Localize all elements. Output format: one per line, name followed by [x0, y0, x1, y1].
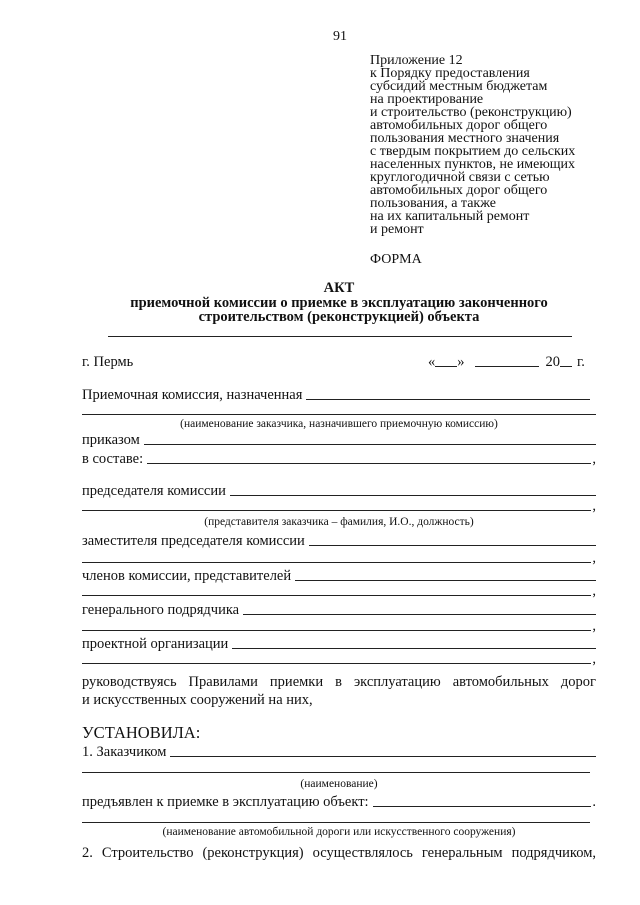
object-blank [373, 794, 592, 807]
design-organization-continuation-row [82, 651, 596, 667]
item1-customer-line [82, 772, 590, 773]
design-organization-continuation-blank [82, 651, 591, 664]
composition-blank [147, 451, 591, 464]
year-century: 20 [545, 354, 560, 370]
vice-chairman-label: заместителя председателя комиссии [82, 533, 305, 549]
composition-label: в составе: [82, 451, 144, 467]
appendix-line: на их капитальный ремонт [370, 209, 530, 224]
vice-chairman-row [82, 533, 596, 549]
comma: , [592, 583, 596, 599]
chairman-blank [230, 483, 596, 496]
quote-open: « [428, 354, 436, 370]
period: . [592, 794, 596, 810]
appendix-line: и ремонт [370, 222, 424, 237]
form-label: ФОРМА [370, 252, 422, 267]
members-continuation-row [82, 583, 596, 599]
item2-text: 2. Строительство (реконструкция) осуществлялось генеральным подрядчиком, [82, 845, 596, 861]
object-caption: (наименование автомобильной дороги или искусственного сооружения) [162, 826, 516, 838]
chairman-label: председателя комиссии [82, 483, 226, 499]
members-label: членов комиссии, представителей [82, 568, 292, 584]
appendix-line: и строительство (реконструкцию) [370, 105, 572, 120]
order-row [82, 432, 596, 448]
city-label: г. Пермь [82, 354, 134, 370]
appendix-line: автомобильных дорог общего [370, 118, 548, 133]
item1-label: 1. Заказчиком [82, 744, 167, 760]
act-subtitle-line: строительством (реконструкцией) объекта [198, 309, 480, 325]
customer-name-blank [306, 387, 590, 400]
page-number: 91 [333, 29, 347, 44]
established-heading: УСТАНОВИЛА: [82, 723, 201, 742]
month-blank [475, 354, 539, 367]
act-title-main: АКТ [323, 280, 355, 296]
appendix-line: к Порядку предоставления [370, 66, 530, 81]
comma: , [592, 651, 596, 667]
appendix-line: с твердым покрытием до сельских [370, 144, 576, 159]
composition-row [82, 451, 596, 467]
appendix-line: пользования местного значения [370, 131, 560, 146]
appendix-line: пользования, а также [370, 196, 496, 211]
vice-chairman-blank [309, 533, 596, 546]
general-contractor-row [82, 602, 596, 618]
date-field [428, 354, 585, 370]
year-blank [560, 354, 572, 367]
vice-chairman-continuation-blank [82, 550, 591, 563]
guided-by-line: и искусственных сооружений на них, [82, 692, 313, 708]
year-unit: г. [577, 354, 585, 370]
design-organization-label: проектной организации [82, 636, 229, 652]
act-title [82, 281, 596, 325]
members-blank [295, 568, 596, 581]
chairman-continuation-blank [82, 498, 591, 511]
design-organization-row [82, 636, 596, 652]
general-contractor-label: генерального подрядчика [82, 602, 240, 618]
customer-item-row [82, 744, 596, 760]
appendix-title: Приложение 12 [370, 53, 463, 68]
appendix-line: автомобильных дорог общего [370, 183, 548, 198]
name-caption: (наименование) [300, 778, 378, 790]
presented-label: предъявлен к приемке в эксплуатацию объект: [82, 794, 369, 810]
chairman-continuation-row [82, 498, 596, 514]
presented-object-row [82, 794, 596, 810]
appendix-line: на проектирование [370, 92, 484, 107]
object-name-line [82, 822, 590, 823]
chairman-caption: (представителя заказчика – фамилия, И.О., должность) [204, 516, 474, 528]
general-contractor-continuation-blank [82, 618, 591, 631]
chairman-row [82, 483, 596, 499]
order-blank [144, 432, 596, 445]
comma: , [592, 451, 596, 467]
title-underline [108, 336, 572, 337]
commission-appointed-row [82, 387, 590, 403]
appendix-block [370, 54, 630, 236]
vice-chairman-continuation-row [82, 550, 596, 566]
comma: , [592, 498, 596, 514]
comma: , [592, 618, 596, 634]
appendix-line: населенных пунктов, не имеющих [370, 157, 576, 172]
appendix-line: круглогодичной связи с сетью [370, 170, 550, 185]
members-continuation-blank [82, 583, 591, 596]
order-label: приказом [82, 432, 140, 448]
comma: , [592, 550, 596, 566]
general-contractor-continuation-row [82, 618, 596, 634]
quote-close: » [457, 354, 465, 370]
act-subtitle-line: приемочной комиссии о приемке в эксплуатацию законченного [130, 294, 548, 311]
design-organization-blank [232, 636, 596, 649]
day-blank [435, 354, 457, 367]
general-contractor-blank [243, 602, 596, 615]
customer-caption: (наименование заказчика, назначившего приемочную комиссию) [180, 418, 498, 430]
appendix-line: субсидий местным бюджетам [370, 79, 548, 94]
item1-customer-blank [170, 744, 596, 757]
members-row [82, 568, 596, 584]
guided-by-line: руководствуясь Правилами приемки в эксплуатацию автомобильных дорог [82, 674, 596, 690]
customer-name-line [82, 414, 596, 415]
commission-appointed-label: Приемочная комиссия, назначенная [82, 387, 303, 403]
